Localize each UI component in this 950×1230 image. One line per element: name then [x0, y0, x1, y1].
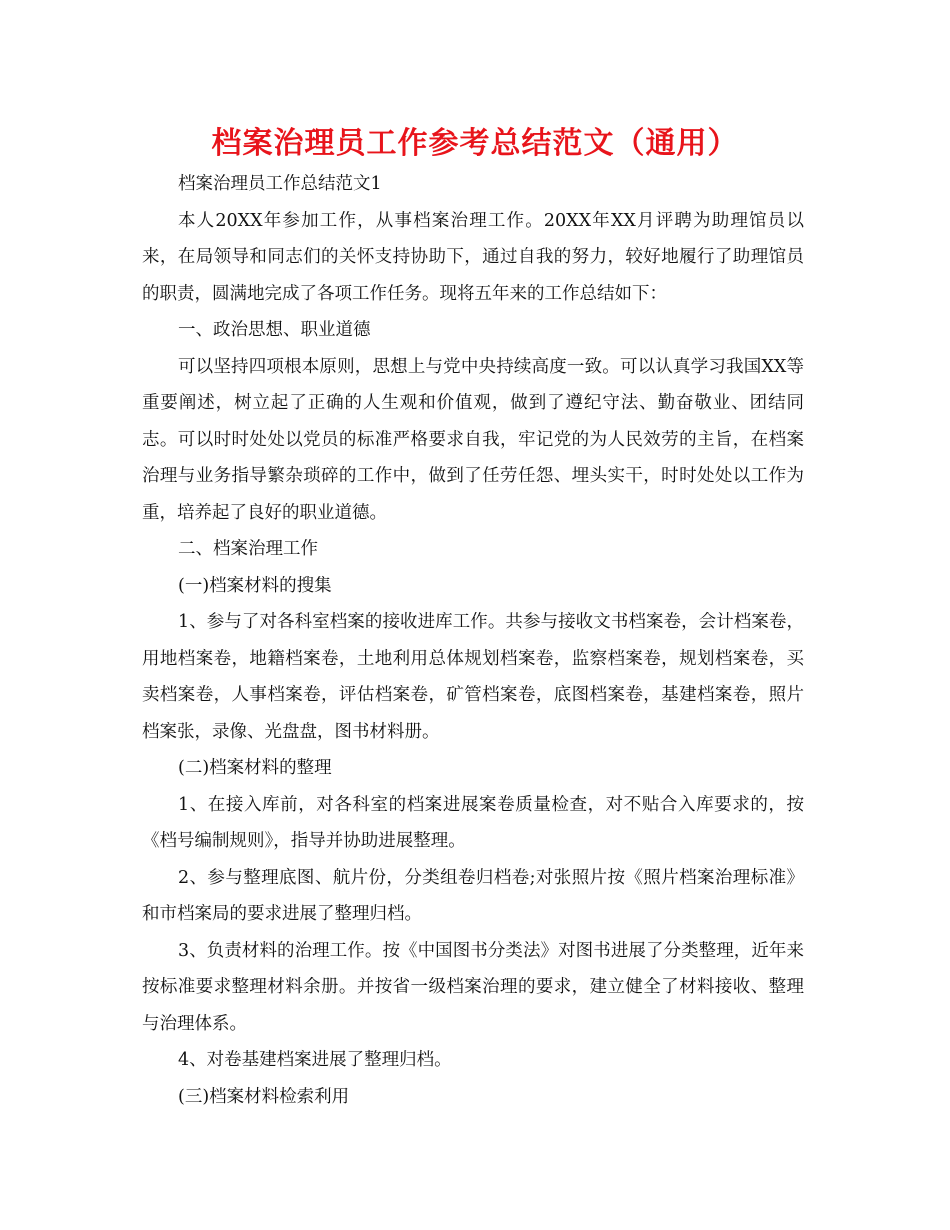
subsection-heading-organization: (二)档案材料的整理 — [178, 758, 332, 778]
paragraph-organization-3: 3、负责材料的治理工作。按《中国图书分类法》对图书进展了分类整理，近年来按标准要求整理材料余册。并按省一级档案治理的要求，建立健全了材料接收、整理与治理体系。 — [142, 940, 804, 1034]
paragraph-intro: 本人20XX年参加工作，从事档案治理工作。20XX年XX月评聘为助理馆员以来，在局领导和同志们的关怀支持协助下，通过自我的努力，较好地履行了助理馆员的职责，圆满地完成了各项工作任务。现将五年来的工作总结如下： — [142, 210, 804, 304]
section-heading-archive-work: 二、档案治理工作 — [178, 539, 318, 559]
document-title: 档案治理员工作参考总结范文（通用） — [211, 126, 739, 161]
paragraph-subtitle: 档案治理员工作总结范文1 — [178, 174, 382, 194]
paragraph-collection-1: 1、参与了对各科室档案的接收进库工作。共参与接收文书档案卷，会计档案卷，用地档案卷，地籍档案卷，土地利用总体规划档案卷，监察档案卷，规划档案卷，买卖档案卷，人事档案卷，评估档案卷，矿管档案卷，底图档案卷，基建档案卷，照片档案张，录像、光盘盘，图书材料册。 — [142, 612, 804, 742]
subsection-heading-retrieval: (三)档案材料检索利用 — [178, 1086, 350, 1107]
section-heading-politics: 一、政治思想、职业道德 — [178, 320, 371, 340]
subsection-heading-collection: (一)档案材料的搜集 — [178, 575, 332, 596]
document-body — [142, 166, 804, 1115]
paragraph-politics: 可以坚持四项根本原则，思想上与党中央持续高度一致。可以认真学习我国XX等重要阐述，树立起了正确的人生观和价值观，做到了遵纪守法、勤奋敬业、团结同志。可以时时处处以党员的标准严格要求自我，牢记党的为人民效劳的主旨，在档案治理与业务指导繁杂琐碎的工作中，做到了任劳任怨、埋头实干，时时处处以工作为重，培养起了良好的职业道德。 — [142, 356, 804, 523]
paragraph-organization-2: 2、参与整理底图、航片份，分类组卷归档卷;对张照片按《照片档案治理标准》和市档案局的要求进展了整理归档。 — [142, 867, 804, 924]
paragraph-organization-1: 1、在接入库前，对各科室的档案进展案卷质量检查，对不贴合入库要求的，按《档号编制规则》，指导并协助进展整理。 — [142, 794, 804, 851]
paragraph-organization-4: 4、对卷基建档案进展了整理归档。 — [178, 1050, 452, 1070]
